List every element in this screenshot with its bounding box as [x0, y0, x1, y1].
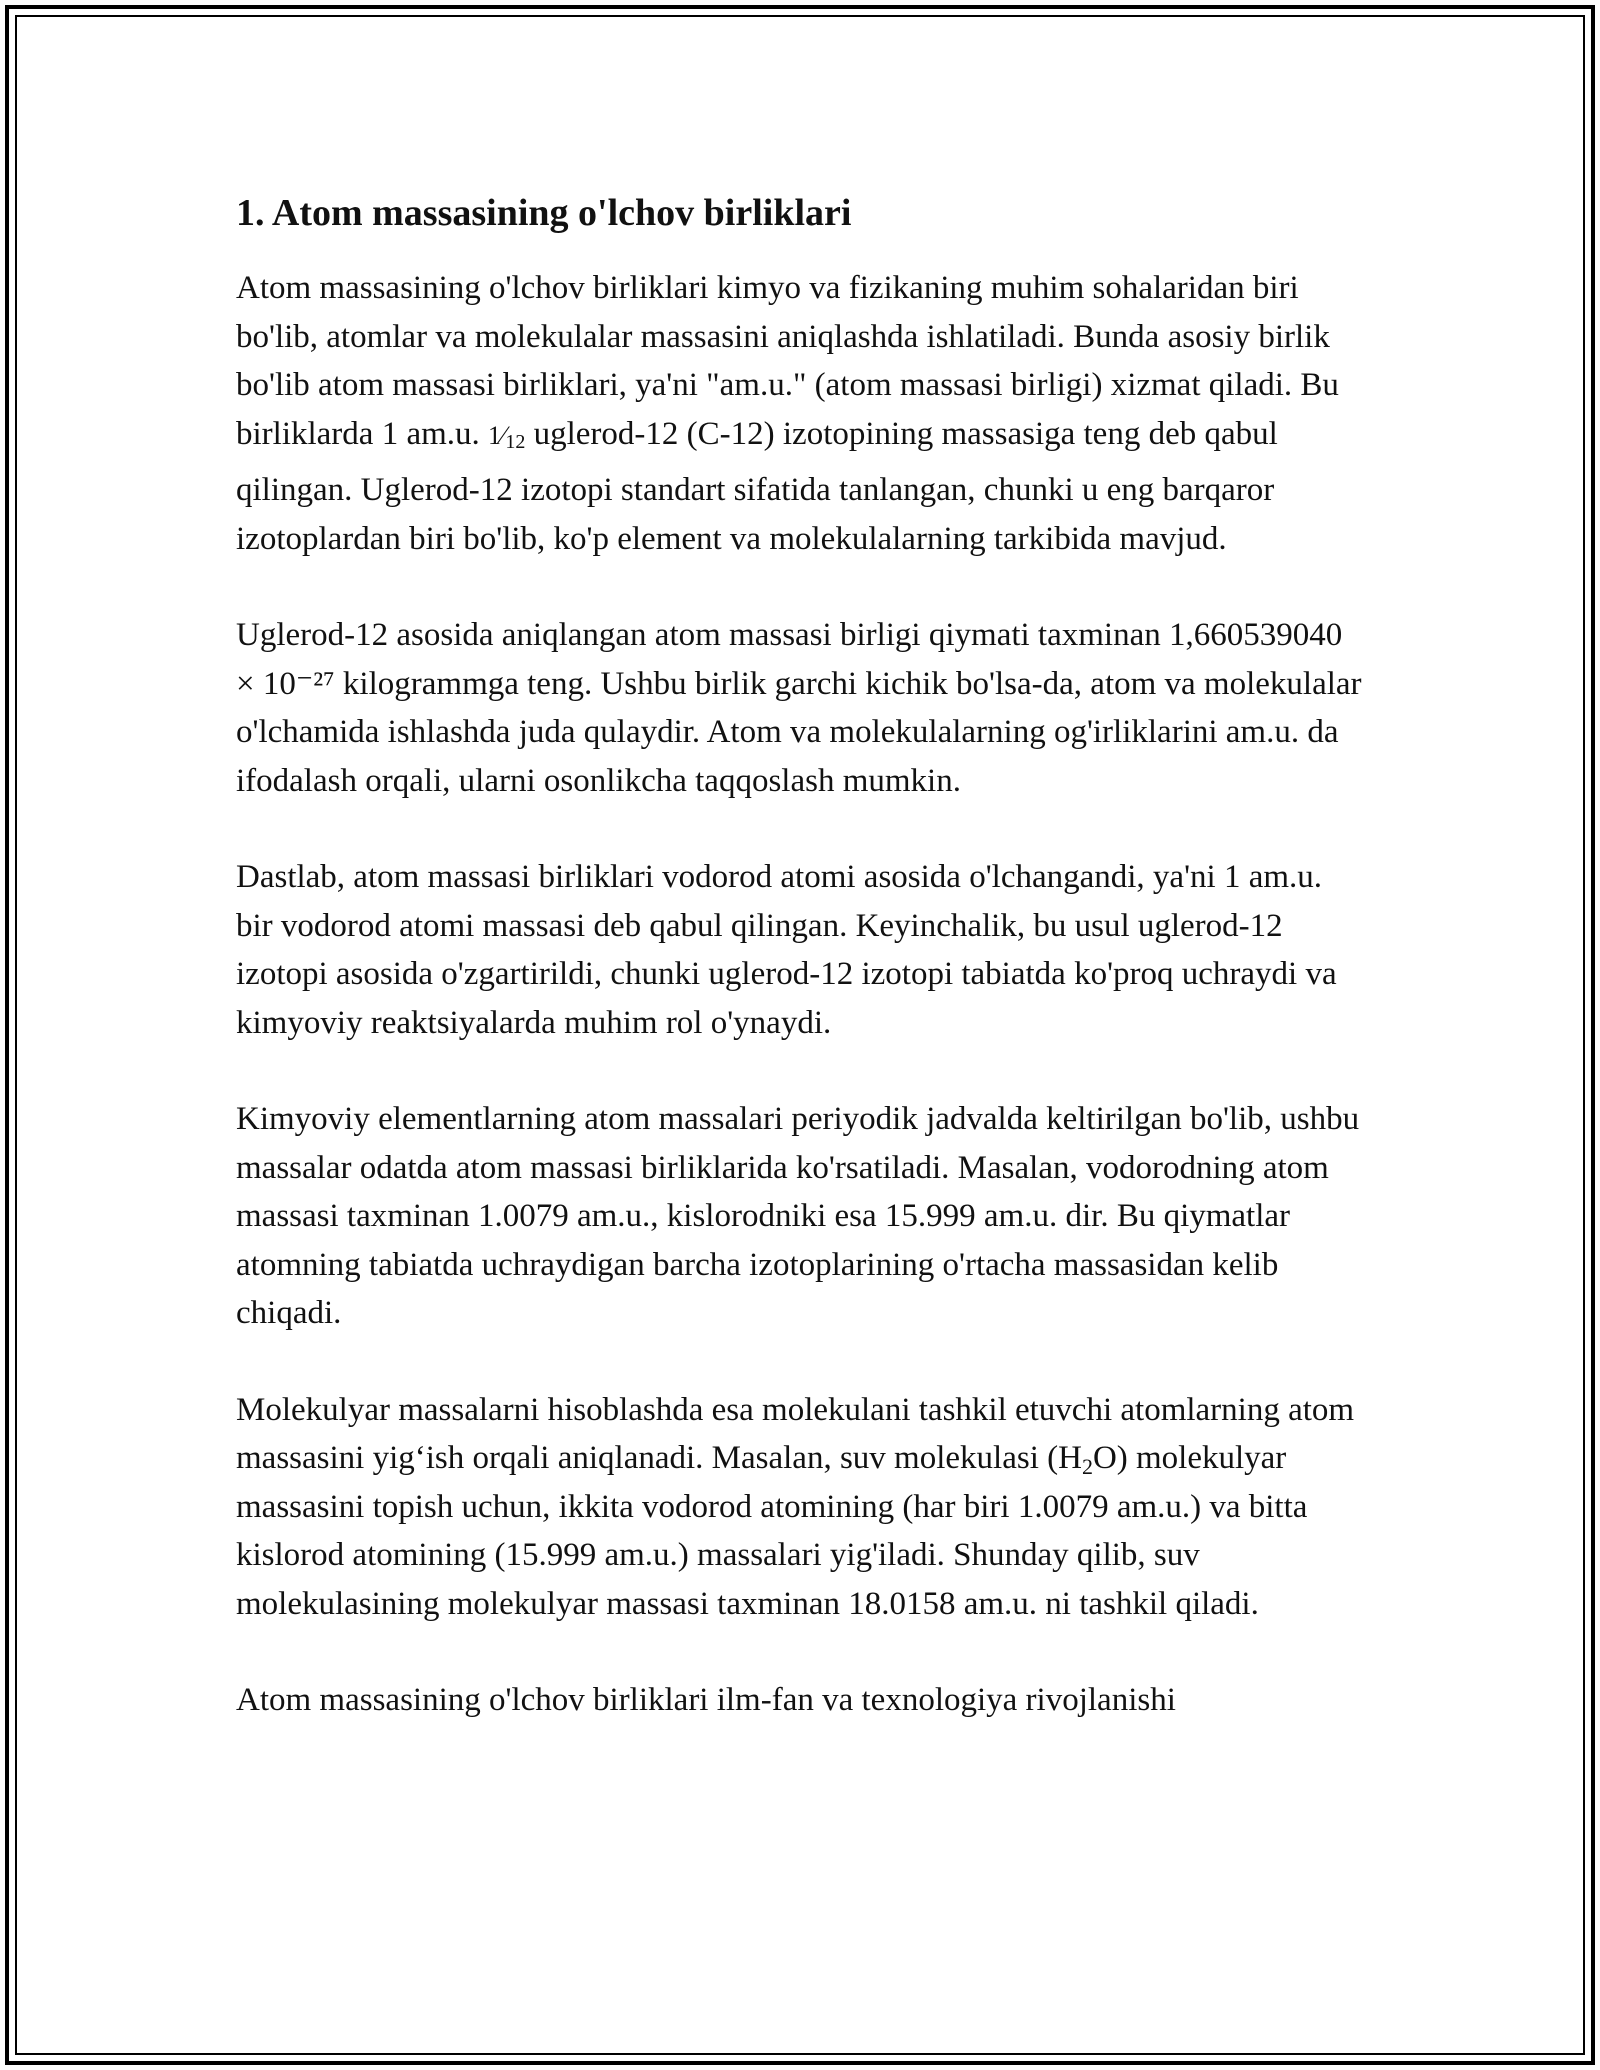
fraction-numerator: 1	[488, 420, 502, 450]
paragraph-6: Atom massasining o'lchov birliklari ilm-fan va texnologiya rivojlanishi	[236, 1682, 1176, 1718]
paragraph-5	[236, 1386, 1366, 1629]
paragraph-1-text-b: uglerod-12 (C-12) izotopining massasiga teng deb qabul qilingan. Uglerod-12 izotopi standart sifatida tanlangan, chunki u eng barqaror izotoplardan biri bo'lib, ko'p element va molekulalarning tarkibida mavjud.	[236, 415, 1278, 557]
fraction-one-twelfth: $1⁄_{12}$	[488, 420, 526, 453]
paragraph-5-text-a: Molekulyar massalarni hisoblashda esa molekulani tashkil etuvchi atomlarning atom massasini yig‘ish orqali aniqlanadi. Masalan, suv molekulasi (H	[236, 1391, 1355, 1476]
document-body	[236, 188, 1366, 1773]
paragraph-1	[236, 264, 1366, 563]
paragraph-3: Dastlab, atom massasi birliklari vodorod atomi asosida o'lchangandi, ya'ni 1 am.u. bir vodorod atomi massasi deb qabul qilingan. Keyinchalik, bu usul uglerod-12 izotopi asosida o'zgartirildi, chunki uglerod-12 izotopi tabiatda ko'proq uchraydi va kimyoviy reaktsiyalarda muhim rol o'ynaydi.	[236, 859, 1337, 1041]
fraction-denominator: 12	[505, 430, 526, 453]
water-subscript: 2	[1081, 1454, 1093, 1479]
paragraph-5-text-b: O) molekulyar massasini topish uchun, ikkita vodorod atomining (har biri 1.0079 am.u.) va bitta kislorod atomining (15.999 am.u.) massalari yig'iladi. Shunday qilib, suv molekulasining molekulyar massasi taxminan 18.0158 am.u. ni tashkil qiladi.	[236, 1440, 1308, 1622]
paragraph-4: Kimyoviy elementlarning atom massalari periyodik jadvalda keltirilgan bo'lib, ushbu massalar odatda atom massasi birliklarida ko'rsatiladi. Masalan, vodorodning atom massasi taxminan 1.0079 am.u., kislorodniki esa 15.999 am.u. dir. Bu qiymatlar atomning tabiatda uchraydigan barcha izotoplarining o'rtacha massasidan kelib chiqadi.	[236, 1101, 1360, 1331]
paragraph-2: Uglerod-12 asosida aniqlangan atom massasi birligi qiymati taxminan 1,660539040 × 10⁻²⁷ kilogrammga teng. Ushbu birlik garchi kichik bo'lsa-da, atom va molekulalar o'lchamida ishlashda juda qulaydir. Atom va molekulalarning og'irliklarini am.u. da ifodalash orqali, ularni osonlikcha taqqoslash mumkin.	[236, 617, 1362, 799]
section-heading: 1. Atom massasining o'lchov birliklari	[236, 192, 852, 234]
paragraph-1-text-a: Atom massasining o'lchov birliklari kimyo va fizikaning muhim sohalaridan biri bo'lib, atomlar va molekulalar massasini aniqlashda ishlatiladi. Bunda asosiy birlik bo'lib atom massasi birliklari, ya'ni "am.u." (atom massasi birligi) xizmat qiladi. Bu birliklarda 1 am.u.	[236, 270, 1339, 452]
